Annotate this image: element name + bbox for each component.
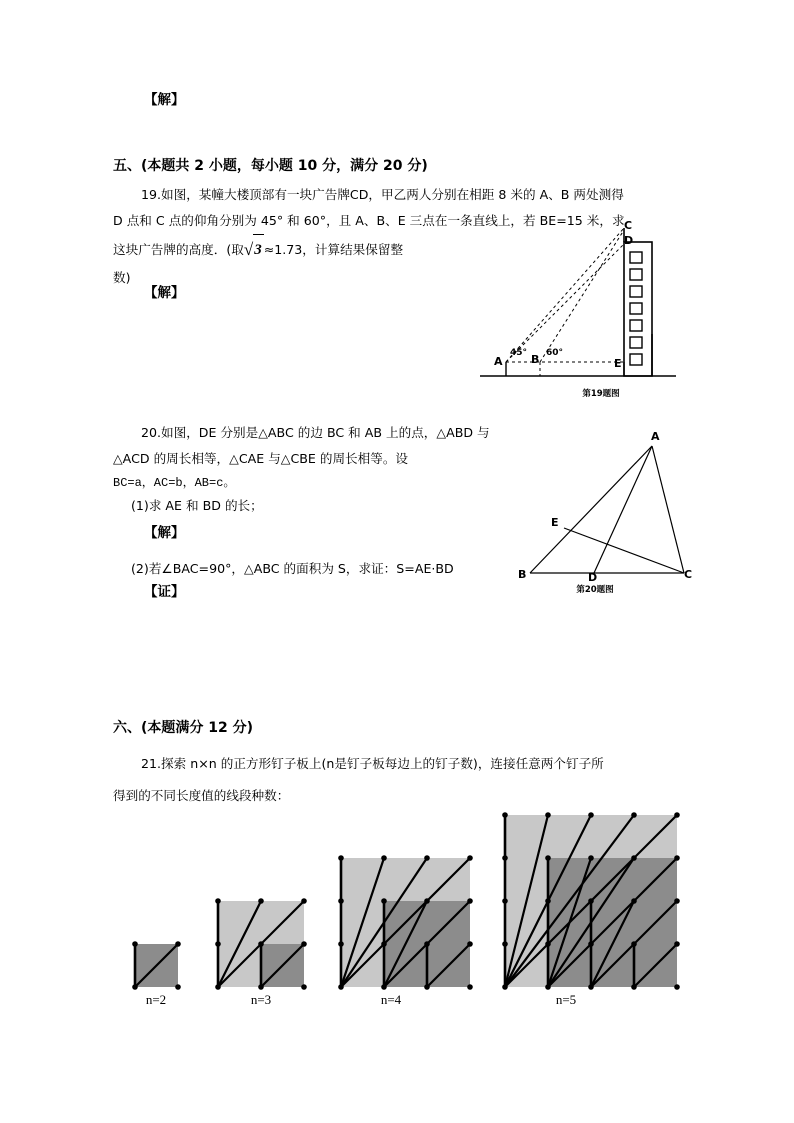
figure-19-label-A: A	[494, 355, 503, 368]
figure-20-drawing	[512, 428, 692, 588]
q20-line-4: (1)求 AE 和 BD 的长；	[131, 498, 263, 513]
figure-20-label-E: E	[551, 516, 559, 529]
figure-21-drawing	[113, 806, 683, 1021]
figure-20-label-C: C	[684, 568, 693, 581]
figure-21-panel-n2	[132, 941, 181, 990]
figure-21-label-n4: n=4	[380, 992, 402, 1007]
section-five-heading: 五、(本题共 2 小题，每小题 10 分，满分 20 分)	[113, 158, 428, 174]
q20-line-5: (2)若∠BAC=90°，△ABC 的面积为 S，求证：S=AE·BD	[131, 561, 454, 576]
q19-answer-marker: 【解】	[144, 285, 185, 301]
figure-21-panel-n4	[338, 855, 473, 990]
answer-marker-top: 【解】	[144, 92, 185, 108]
q20-line-3: BC=a，AC=b，AB=c。	[113, 476, 236, 490]
q19-line-2: D 点和 C 点的仰角分别为 45° 和 60°，且 A、B、E 三点在一条直线上，若 BE=15 米，求	[113, 213, 625, 228]
figure-19-label-B: B	[531, 353, 540, 366]
figure-20-label-D: D	[588, 571, 598, 584]
figure-19-angle-b: 60°	[546, 348, 564, 358]
sqrt-expression	[244, 234, 264, 265]
q19-line-1: 19.如图，某幢大楼顶部有一块广告牌CD，甲乙两人分别在相距 8 米的 A、B 两处测得	[141, 187, 624, 202]
q20-answer-marker-1: 【解】	[144, 525, 185, 541]
figure-19-label-C: C	[624, 219, 633, 232]
sqrt-sign: √	[243, 240, 254, 259]
figure-19-caption: 第19题图	[582, 389, 620, 399]
q21-line-1: 21.探索 n×n 的正方形钉子板上(n是钉子板每边上的钉子数)，连接任意两个钉子所	[141, 756, 604, 771]
q20-answer-marker-2: 【证】	[144, 584, 185, 600]
figure-20	[512, 428, 693, 595]
q19-line-3-pre: 这块广告牌的高度．(取	[113, 242, 244, 257]
figure-19-label-D: D	[624, 234, 634, 247]
figure-21-panel-n5	[502, 812, 680, 990]
figure-20-caption: 第20题图	[576, 585, 614, 595]
q19-line-4: 数)	[113, 270, 131, 285]
figure-21-panel-n3	[215, 898, 307, 990]
figure-21-label-n3: n=3	[250, 992, 272, 1007]
q19-line-3-post: ≈1.73，计算结果保留整	[263, 242, 404, 257]
q21-line-2: 得到的不同长度值的线段种数：	[113, 788, 290, 803]
figure-20-label-B: B	[518, 568, 527, 581]
q20-line-2: △ACD 的周长相等，△CAE 与△CBE 的周长相等。设	[113, 451, 409, 466]
figure-19-angle-a: 45°	[510, 348, 528, 358]
figure-19-drawing	[478, 222, 678, 387]
figure-21	[113, 806, 683, 1021]
figure-20-label-A: A	[651, 430, 660, 443]
figure-21-label-n2: n=2	[145, 992, 167, 1007]
section-six-heading: 六、(本题满分 12 分)	[113, 720, 254, 736]
figure-21-label-n5: n=5	[555, 992, 577, 1007]
figure-19-label-E: E	[614, 357, 622, 370]
q20-line-1: 20.如图，DE 分别是△ABC 的边 BC 和 AB 上的点，△ABD 与	[141, 425, 490, 440]
sqrt-radicand: 3	[253, 234, 264, 265]
figure-19	[478, 219, 678, 399]
